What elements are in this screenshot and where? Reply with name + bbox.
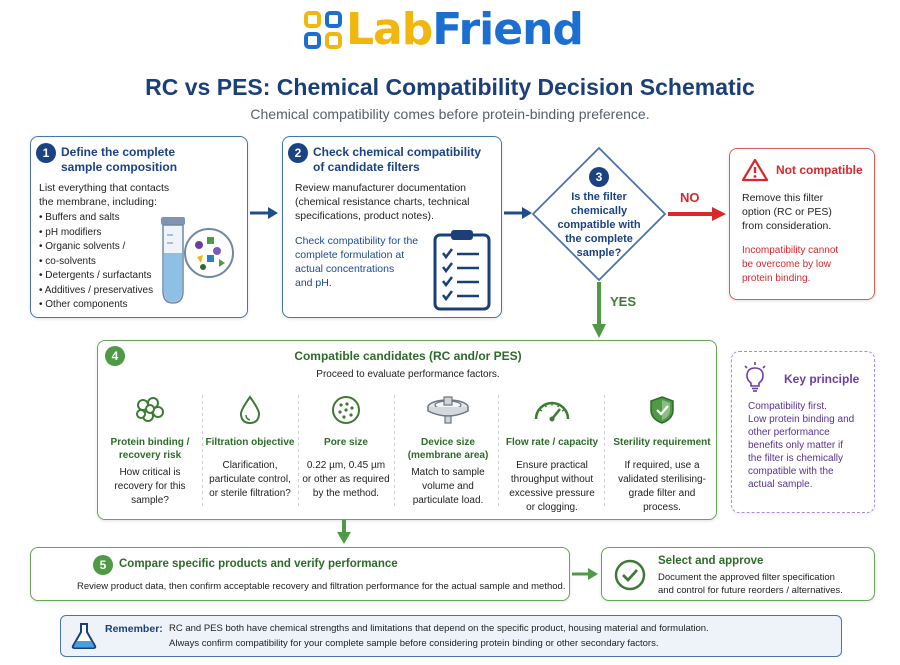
factor-title-line: (membrane area)	[407, 450, 489, 461]
list-item: • Organic solvents /	[39, 240, 153, 255]
select-approve-title: Select and approve	[658, 555, 764, 567]
step2-number: 2	[288, 143, 308, 163]
remember-line2: Always confirm compatibility for your complete sample before considering protein binding or other secondary factors.	[169, 638, 659, 649]
step3-question-line: the complete	[565, 233, 633, 245]
step1-number: 1	[36, 143, 56, 163]
step5-number: 5	[93, 555, 113, 575]
factor-title-line: recovery risk	[118, 450, 182, 461]
key-principle-line: other performance	[748, 427, 830, 438]
step4-card	[97, 340, 717, 520]
factor-desc-line: grade filter and	[628, 488, 696, 499]
factor-title-line: Filtration objective	[205, 437, 295, 448]
factor-desc-line: by the method.	[312, 488, 380, 499]
step2-body-line: (chemical resistance charts, technical	[295, 196, 470, 208]
factor-protein-binding	[102, 395, 198, 508]
key-principle-line: benefits only matter if	[748, 440, 844, 451]
factor-description	[504, 459, 600, 515]
step2-check-note	[295, 234, 418, 290]
test-tube-icon	[153, 209, 243, 309]
factor-desc-line: volume and	[422, 481, 474, 492]
remember-label: Remember:	[105, 623, 163, 635]
factor-title	[102, 436, 198, 462]
step2-title-line2: of candidate filters	[313, 160, 420, 174]
step4-subtitle: Proceed to evaluate performance factors.	[316, 369, 500, 380]
factor-title	[400, 436, 496, 462]
factor-desc-line: validated sterilising-	[618, 474, 706, 485]
factor-sterility	[610, 395, 714, 515]
step1-title-line2: sample composition	[61, 160, 178, 174]
step4-number: 4	[105, 346, 125, 366]
step2-body-line: specifications, product notes).	[295, 210, 434, 222]
key-principle-card	[731, 351, 875, 513]
remember-line1: RC and PES both have chemical strengths and limitations that depend on the specific product, housing material and formulation.	[169, 623, 709, 634]
arrow-right-green-icon	[570, 566, 602, 582]
list-item: • Additives / preservatives	[39, 284, 153, 299]
factor-description	[202, 459, 298, 501]
lightbulb-icon	[742, 362, 768, 392]
page-title: RC vs PES: Chemical Compatibility Decision Schematic	[145, 74, 755, 100]
not-compatible-title: Not compatible	[776, 163, 863, 177]
factor-title-line: Device size	[421, 437, 475, 448]
factor-title-line: Sterility requirement	[613, 437, 711, 448]
step1-title	[61, 145, 177, 175]
check-circle-icon	[614, 559, 646, 591]
step1-card	[30, 136, 248, 318]
factor-desc-line: Match to sample	[411, 467, 485, 478]
factor-desc-line: throughput without	[510, 474, 594, 485]
step1-intro	[39, 181, 169, 209]
factor-desc-line: How critical is	[119, 467, 181, 478]
arrow-down-green-icon	[589, 282, 609, 340]
factor-description	[298, 459, 394, 501]
labfriend-logo	[300, 2, 610, 58]
gauge-icon	[532, 395, 572, 425]
step2-body	[295, 181, 470, 223]
select-approve-body	[658, 571, 843, 597]
step1-intro-line2: the membrane, including:	[39, 196, 157, 208]
factor-pore-size	[298, 395, 394, 501]
list-item: • Buffers and salts	[39, 211, 153, 226]
list-item: • pH modifiers	[39, 226, 153, 241]
clipboard-checklist-icon	[431, 229, 493, 311]
remember-banner	[60, 615, 842, 657]
step1-component-list	[39, 211, 153, 313]
step5-title: Compare specific products and verify performance	[119, 558, 398, 570]
step3-question-line: chemically	[570, 205, 628, 217]
factor-divider	[604, 395, 605, 507]
select-approve-line: and control for future reorders / alternatives.	[658, 585, 843, 596]
factor-desc-line: excessive pressure	[509, 488, 595, 499]
factor-desc-line: Ensure practical	[516, 460, 588, 471]
step1-title-line1: Define the complete	[61, 145, 176, 159]
factor-desc-line: or other as required	[302, 474, 390, 485]
factor-flow-rate	[504, 395, 600, 515]
not-compatible-warning-line: Incompatibility cannot	[742, 245, 839, 256]
not-compatible-card	[729, 148, 875, 300]
step4-title: Compatible candidates (RC and/or PES)	[294, 349, 522, 363]
factor-divider	[394, 395, 395, 507]
arrow-right-red-icon	[666, 205, 728, 223]
step3-question-line: Is the filter	[571, 191, 627, 203]
factor-title	[504, 436, 600, 449]
step2-note-line: Check compatibility for the	[295, 235, 419, 247]
factor-description	[400, 466, 496, 508]
factor-description	[610, 459, 714, 515]
logo-text-friend: Friend	[432, 4, 583, 55]
select-approve-line: Document the approved filter specification	[658, 572, 835, 583]
factor-title	[298, 436, 394, 449]
factor-description	[102, 466, 198, 508]
list-item: • co-solvents	[39, 255, 153, 270]
step3-question-line: compatible with	[557, 219, 641, 231]
factor-title-line: Flow rate / capacity	[505, 437, 599, 448]
step2-note-line: complete formulation at	[295, 249, 405, 261]
page-subtitle: Chemical compatibility comes before protein-binding preference.	[250, 106, 650, 122]
list-item: • Detergents / surfactants	[39, 269, 153, 284]
key-principle-line: Low protein binding and	[748, 414, 855, 425]
step2-card	[282, 136, 502, 318]
warning-icon	[742, 158, 768, 182]
factor-divider	[498, 395, 499, 507]
factor-filtration-objective	[202, 395, 298, 501]
no-label: NO	[680, 190, 700, 205]
key-principle-line: the filter is chemically	[748, 453, 844, 464]
yes-label: YES	[610, 294, 637, 309]
step2-note-line: and pH.	[295, 277, 332, 289]
factor-title	[610, 436, 714, 449]
factor-desc-line: If required, use a	[624, 460, 700, 471]
arrow-down-green-icon	[334, 520, 354, 546]
factor-desc-line: sample?	[131, 495, 169, 506]
step5-body: Review product data, then confirm acceptable recovery and filtration performance for the actual sample and method.	[77, 581, 566, 592]
factor-desc-line: process.	[643, 502, 681, 513]
step2-title	[313, 145, 481, 175]
factor-device-size	[400, 395, 496, 508]
factor-title-line: Protein binding /	[110, 437, 190, 448]
step3-number: 3	[589, 167, 609, 187]
factor-desc-line: Clarification,	[222, 460, 278, 471]
select-approve-card	[601, 547, 875, 601]
list-item: • Other components	[39, 298, 153, 313]
not-compatible-warning-line: protein binding.	[742, 273, 811, 284]
flask-icon	[71, 622, 97, 650]
not-compatible-body	[742, 191, 832, 233]
key-principle-line: actual sample.	[748, 479, 813, 490]
not-compatible-warning-line: be overcome by low	[742, 259, 831, 270]
factor-title-line: Pore size	[324, 437, 368, 448]
membrane-pores-icon	[329, 395, 363, 425]
not-compatible-body-line: from consideration.	[742, 220, 832, 232]
not-compatible-body-line: option (RC or PES)	[742, 206, 832, 218]
protein-icon	[133, 395, 167, 425]
shield-icon	[645, 395, 679, 425]
factor-desc-line: or sterile filtration?	[209, 488, 291, 499]
factor-title	[202, 436, 298, 449]
factor-desc-line: or clogging.	[526, 502, 578, 513]
logo-mark-icon	[300, 7, 346, 53]
key-principle-lead: Compatibility first.	[748, 401, 827, 412]
factor-desc-line: particulate load.	[412, 495, 484, 506]
key-principle-line: compatible with the	[748, 466, 834, 477]
factor-desc-line: particulate control,	[209, 474, 291, 485]
key-principle-title: Key principle	[784, 372, 860, 386]
step2-title-line1: Check chemical compatibility	[313, 145, 482, 159]
step5-card	[30, 547, 570, 601]
step2-body-line: Review manufacturer documentation	[295, 182, 467, 194]
step1-intro-line1: List everything that contacts	[39, 182, 170, 194]
factor-desc-line: recovery for this	[114, 481, 186, 492]
logo-text-lab: Lab	[346, 4, 433, 55]
step3-question-line: sample?	[576, 247, 622, 259]
syringe-filter-icon	[425, 395, 471, 425]
not-compatible-body-line: Remove this filter	[742, 192, 824, 204]
arrow-right-icon	[248, 205, 282, 221]
factor-desc-line: 0.22 µm, 0.45 µm	[306, 460, 386, 471]
droplet-icon	[233, 395, 267, 425]
not-compatible-warning	[742, 244, 838, 286]
step2-note-line: actual concentrations	[295, 263, 395, 275]
step3-question	[555, 190, 643, 260]
key-principle-body	[748, 400, 854, 491]
